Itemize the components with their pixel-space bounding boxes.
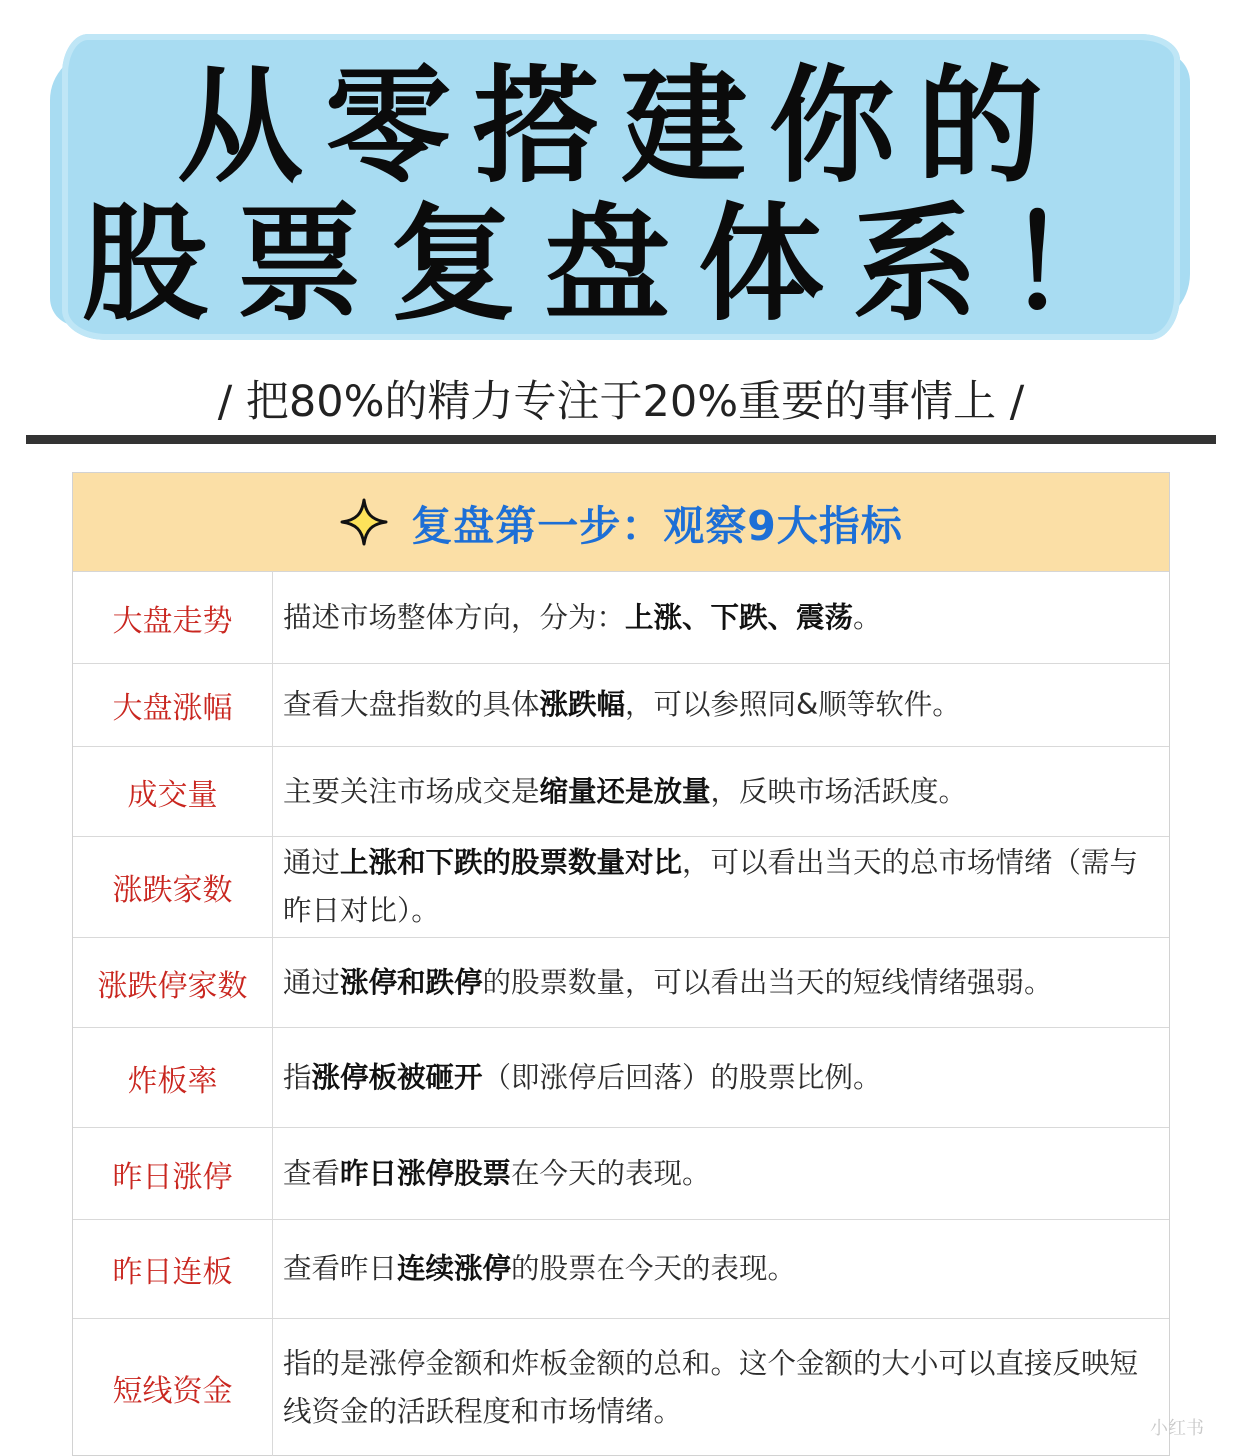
sparkle-star-icon: [339, 497, 389, 547]
subtitle: / 把80%的精力专注于20%重要的事情上 /: [217, 377, 1025, 427]
divider: [26, 435, 1216, 444]
description-text: 。: [853, 600, 882, 634]
table-row: [73, 837, 1169, 938]
description-text: 主要关注市场成交是: [283, 774, 540, 808]
indicator-description: [273, 1128, 1169, 1219]
description-text: 的股票数量，可以看出当天的短线情绪强弱。: [482, 965, 1053, 999]
description-emphasis: 涨跌幅: [539, 688, 626, 721]
indicator-label: 炸板率: [73, 1028, 273, 1127]
indicator-label: 大盘走势: [73, 572, 273, 663]
description-emphasis: 缩量还是放量: [539, 774, 711, 808]
table-row: [73, 1319, 1169, 1456]
indicator-description: [273, 938, 1169, 1027]
description-text: 指的是涨停金额和炸板金额的总和。这个金额的大小可以直接反映短线资金的活跃程度和市场情绪。: [283, 1346, 1139, 1428]
indicator-description: [273, 1220, 1169, 1318]
table-row: [73, 747, 1169, 837]
indicator-label: 昨日涨停: [73, 1128, 273, 1219]
indicator-label: 大盘涨幅: [73, 664, 273, 746]
indicator-label: 短线资金: [73, 1319, 273, 1456]
description-text: 的股票在今天的表现。: [511, 1252, 797, 1285]
description-emphasis: 涨停板被砸开: [311, 1060, 483, 1094]
indicator-description: [273, 837, 1169, 937]
table-row: [73, 1220, 1169, 1319]
description-text: ，可以看出当天的总市场情绪（需与昨日对比）。: [283, 846, 1139, 927]
indicator-description: [273, 664, 1169, 746]
indicator-rows: [73, 572, 1169, 1456]
table-row: [73, 1128, 1169, 1220]
description-emphasis: 上涨和下跌的股票数量对比: [340, 846, 683, 879]
section-title: 复盘第一步：观察9大指标: [411, 501, 903, 550]
description-text: 通过: [283, 965, 341, 999]
table-row: [73, 1028, 1169, 1128]
indicator-label: 成交量: [73, 747, 273, 836]
indicator-description: [273, 747, 1169, 836]
table-row: [73, 572, 1169, 664]
description-text: （即涨停后回落）的股票比例。: [482, 1060, 882, 1094]
description-text: 查看大盘指数的具体: [283, 688, 540, 721]
description-text: 查看昨日: [283, 1252, 398, 1285]
section-header: [73, 473, 1169, 572]
description-emphasis: 上涨、下跌、震荡: [625, 600, 854, 634]
indicator-label: 昨日连板: [73, 1220, 273, 1318]
description-emphasis: 昨日涨停股票: [340, 1156, 512, 1190]
indicator-label: 涨跌停家数: [73, 938, 273, 1027]
description-text: 通过: [283, 846, 341, 879]
description-text: ，反映市场活跃度。: [710, 774, 968, 808]
title-line-2: 股票复盘体系！: [82, 191, 1160, 338]
description-text: 在今天的表现。: [511, 1156, 711, 1190]
table-row: [73, 664, 1169, 747]
description-emphasis: 涨停和跌停: [340, 965, 483, 999]
watermark: 小红书: [1150, 1418, 1204, 1439]
indicator-description: [273, 1319, 1169, 1456]
description-text: 描述市场整体方向，分为：: [283, 600, 626, 634]
description-text: ，可以参照同&顺等软件。: [625, 688, 961, 721]
description-text: 指: [283, 1060, 312, 1094]
description-emphasis: 连续涨停: [397, 1252, 512, 1285]
indicator-table: [72, 472, 1170, 1456]
description-text: 查看: [283, 1156, 341, 1190]
indicator-label: 涨跌家数: [73, 837, 273, 937]
title-line-1: 从零搭建你的: [177, 53, 1065, 200]
table-row: [73, 938, 1169, 1028]
indicator-description: [273, 1028, 1169, 1127]
indicator-description: [273, 572, 1169, 663]
